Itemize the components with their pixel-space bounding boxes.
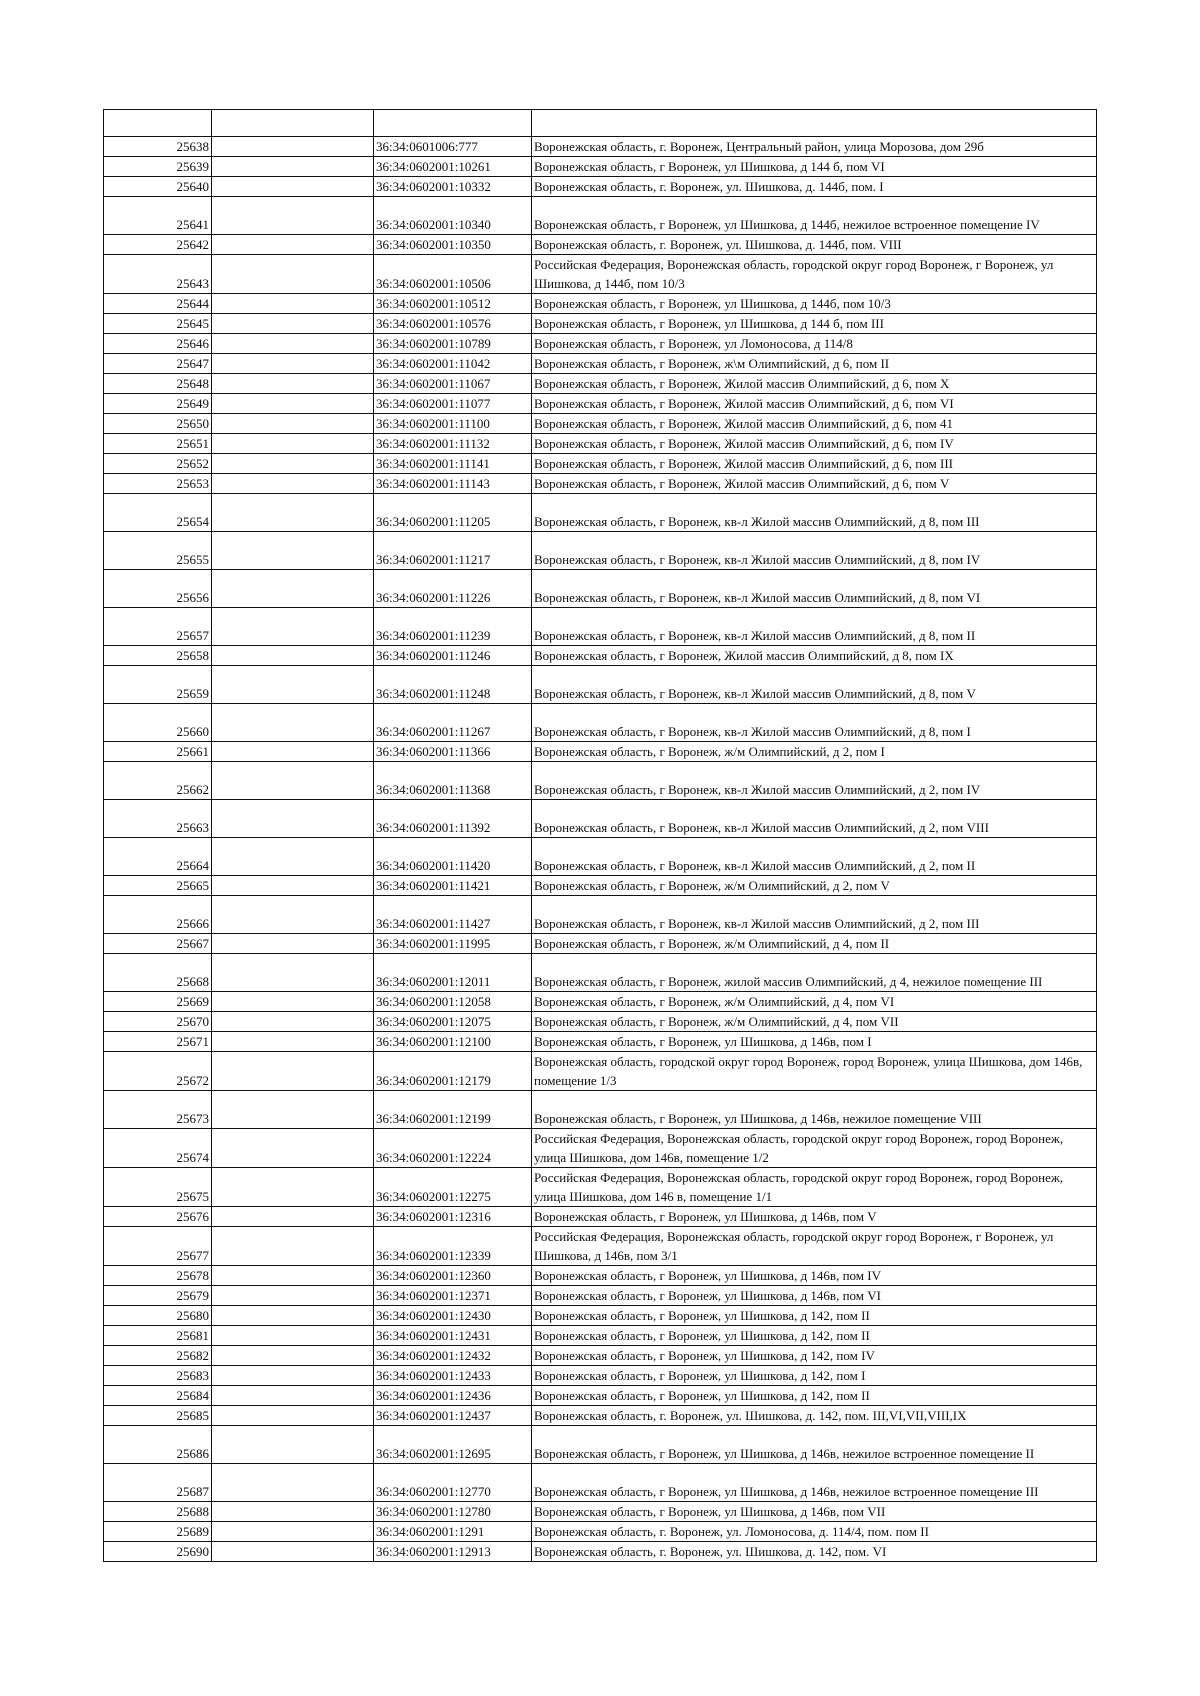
cadastral-number-cell: 36:34:0602001:11366: [374, 742, 532, 762]
cadastral-number-cell: 36:34:0602001:11143: [374, 474, 532, 494]
empty-cell: [212, 1129, 374, 1168]
cadastral-number-cell: 36:34:0602001:10350: [374, 235, 532, 255]
address-cell: Воронежская область, г Воронеж, ул Шишкова, д 142, пом I: [532, 1366, 1097, 1386]
address-cell: Воронежская область, г Воронеж, жилой массив Олимпийский, д 4, нежилое помещение III: [532, 954, 1097, 992]
empty-cell: [212, 434, 374, 454]
address-cell: Воронежская область, г Воронеж, ул Шишкова, д 144 б, пом III: [532, 314, 1097, 334]
address-cell: Воронежская область, г Воронеж, Жилой массив Олимпийский, д 6, пом IV: [532, 434, 1097, 454]
address-cell: Российская Федерация, Воронежская область, городской округ город Воронеж, город Воронеж, улица Шишкова, дом 146в, помещение 1/2: [532, 1129, 1097, 1168]
empty-cell: [212, 1522, 374, 1542]
table-row: [104, 1012, 1097, 1032]
empty-cell: [212, 1032, 374, 1052]
row-number-cell: 25639: [104, 157, 212, 177]
row-number-cell: 25642: [104, 235, 212, 255]
cadastral-number-cell: 36:34:0602001:11995: [374, 934, 532, 954]
row-number-cell: 25648: [104, 374, 212, 394]
row-number-cell: 25688: [104, 1502, 212, 1522]
empty-cell: [212, 1266, 374, 1286]
table-row: [104, 1502, 1097, 1522]
cadastral-number-cell: 36:34:0602001:12075: [374, 1012, 532, 1032]
address-cell: Воронежская область, г Воронеж, Жилой массив Олимпийский, д 8, пом IX: [532, 646, 1097, 666]
cadastral-number-cell: 36:34:0602001:10576: [374, 314, 532, 334]
address-cell: Воронежская область, г. Воронеж, ул. Шишкова, д. 142, пом. III,VI,VII,VIII,IX: [532, 1406, 1097, 1426]
table-row: [104, 177, 1097, 197]
table-row: [104, 197, 1097, 235]
table-row: [104, 434, 1097, 454]
cadastral-number-cell: 36:34:0602001:12224: [374, 1129, 532, 1168]
empty-cell: [212, 666, 374, 704]
row-number-cell: 25689: [104, 1522, 212, 1542]
row-number-cell: 25641: [104, 197, 212, 235]
address-cell: Воронежская область, г Воронеж, ул Шишкова, д 146в, пом VII: [532, 1502, 1097, 1522]
cadastral-number-cell: 36:34:0602001:11217: [374, 532, 532, 570]
table-row: [104, 800, 1097, 838]
row-number-cell: 25668: [104, 954, 212, 992]
table-row: [104, 1464, 1097, 1502]
row-number-cell: 25685: [104, 1406, 212, 1426]
cadastral-number-cell: 36:34:0602001:11368: [374, 762, 532, 800]
address-cell: Воронежская область, г. Воронеж, ул. Шишкова, д. 144б, пом. VIII: [532, 235, 1097, 255]
table-row: [104, 354, 1097, 374]
table-row: [104, 334, 1097, 354]
cadastral-number-cell: 36:34:0602001:11077: [374, 394, 532, 414]
table-row: [104, 1366, 1097, 1386]
cadastral-number-cell: 36:34:0602001:11267: [374, 704, 532, 742]
cadastral-number-cell: 36:34:0602001:10261: [374, 157, 532, 177]
empty-cell: [212, 646, 374, 666]
empty-cell: [212, 110, 374, 137]
row-number-cell: 25662: [104, 762, 212, 800]
cadastral-number-cell: 36:34:0602001:10332: [374, 177, 532, 197]
table-row: [104, 1542, 1097, 1562]
cadastral-number-cell: 36:34:0602001:12430: [374, 1306, 532, 1326]
cadastral-number-cell: 36:34:0602001:12058: [374, 992, 532, 1012]
cadastral-number-cell: 36:34:0602001:11226: [374, 570, 532, 608]
table-row: [104, 1129, 1097, 1168]
empty-cell: [212, 1168, 374, 1207]
table-row: [104, 454, 1097, 474]
cadastral-number-cell: 36:34:0602001:11392: [374, 800, 532, 838]
cadastral-number-cell: 36:34:0602001:12371: [374, 1286, 532, 1306]
table-row: [104, 532, 1097, 570]
empty-cell: [212, 1091, 374, 1129]
row-number-cell: 25652: [104, 454, 212, 474]
empty-cell: [212, 137, 374, 157]
row-number-cell: 25653: [104, 474, 212, 494]
row-number-cell: 25656: [104, 570, 212, 608]
cadastral-number-cell: 36:34:0602001:11420: [374, 838, 532, 876]
row-number-cell: 25683: [104, 1366, 212, 1386]
empty-cell: [212, 532, 374, 570]
row-number-cell: 25675: [104, 1168, 212, 1207]
address-cell: Воронежская область, г Воронеж, кв-л Жилой массив Олимпийский, д 8, пом VI: [532, 570, 1097, 608]
address-cell: Воронежская область, г Воронеж, кв-л Жилой массив Олимпийский, д 2, пом III: [532, 896, 1097, 934]
table-row: [104, 294, 1097, 314]
empty-cell: [212, 334, 374, 354]
empty-cell: [212, 1227, 374, 1266]
table-row: [104, 235, 1097, 255]
address-cell: Воронежская область, г Воронеж, ул Шишкова, д 142, пом II: [532, 1306, 1097, 1326]
empty-cell: [212, 1326, 374, 1346]
empty-cell: [212, 1542, 374, 1562]
table-row: [104, 896, 1097, 934]
table-row: [104, 1227, 1097, 1266]
table-row: [104, 314, 1097, 334]
table-row: [104, 137, 1097, 157]
row-number-cell: 25690: [104, 1542, 212, 1562]
cadastral-number-cell: 36:34:0602001:10340: [374, 197, 532, 235]
row-number-cell: 25676: [104, 1207, 212, 1227]
cadastral-number-cell: 36:34:0602001:11067: [374, 374, 532, 394]
row-number-cell: 25673: [104, 1091, 212, 1129]
row-number-cell: 25680: [104, 1306, 212, 1326]
table-row: [104, 570, 1097, 608]
empty-cell: [212, 1406, 374, 1426]
empty-cell: [212, 294, 374, 314]
empty-cell: [212, 1346, 374, 1366]
empty-cell: [212, 1286, 374, 1306]
table-row: [104, 876, 1097, 896]
cadastral-number-cell: 36:34:0602001:12437: [374, 1406, 532, 1426]
empty-cell: [212, 255, 374, 294]
empty-cell: [104, 110, 212, 137]
row-number-cell: 25687: [104, 1464, 212, 1502]
address-cell: Воронежская область, г. Воронеж, Центральный район, улица Морозова, дом 29б: [532, 137, 1097, 157]
row-number-cell: 25658: [104, 646, 212, 666]
table-row: [104, 494, 1097, 532]
address-cell: Российская Федерация, Воронежская область, городской округ город Воронеж, г Воронеж, ул Шишкова, д 144б, пом 10/3: [532, 255, 1097, 294]
row-number-cell: 25677: [104, 1227, 212, 1266]
address-cell: Воронежская область, г Воронеж, кв-л Жилой массив Олимпийский, д 8, пом V: [532, 666, 1097, 704]
row-number-cell: 25674: [104, 1129, 212, 1168]
address-cell: Воронежская область, г Воронеж, ул Шишкова, д 146в, пом VI: [532, 1286, 1097, 1306]
cadastral-number-cell: 36:34:0602001:12770: [374, 1464, 532, 1502]
empty-cell: [212, 704, 374, 742]
row-number-cell: 25646: [104, 334, 212, 354]
table-row: [104, 1306, 1097, 1326]
address-cell: Воронежская область, г Воронеж, ул Шишкова, д 146в, нежилое помещение VIII: [532, 1091, 1097, 1129]
cadastral-number-cell: 36:34:0602001:12780: [374, 1502, 532, 1522]
address-cell: Воронежская область, г Воронеж, ул Шишкова, д 144 б, пом VI: [532, 157, 1097, 177]
row-number-cell: 25664: [104, 838, 212, 876]
table-row: [104, 157, 1097, 177]
empty-cell: [212, 762, 374, 800]
cadastral-number-cell: 36:34:0602001:1291: [374, 1522, 532, 1542]
cadastral-number-cell: 36:34:0602001:11100: [374, 414, 532, 434]
empty-cell: [212, 896, 374, 934]
empty-cell: [212, 1502, 374, 1522]
row-number-cell: 25684: [104, 1386, 212, 1406]
cadastral-number-cell: 36:34:0602001:12431: [374, 1326, 532, 1346]
table-row: [104, 1032, 1097, 1052]
table-row: [104, 255, 1097, 294]
table-row: [104, 762, 1097, 800]
empty-cell: [212, 235, 374, 255]
cadastral-number-cell: 36:34:0602001:12695: [374, 1426, 532, 1464]
row-number-cell: 25655: [104, 532, 212, 570]
table-row: [104, 1522, 1097, 1542]
empty-cell: [212, 876, 374, 896]
table-row: [104, 704, 1097, 742]
empty-cell: [212, 570, 374, 608]
table-row: [104, 1207, 1097, 1227]
row-number-cell: 25670: [104, 1012, 212, 1032]
empty-cell: [212, 1464, 374, 1502]
address-cell: Воронежская область, г Воронеж, ж/м Олимпийский, д 4, пом VII: [532, 1012, 1097, 1032]
empty-cell: [212, 934, 374, 954]
cadastral-number-cell: 36:34:0602001:12011: [374, 954, 532, 992]
empty-cell: [212, 474, 374, 494]
cadastral-number-cell: 36:34:0602001:12433: [374, 1366, 532, 1386]
cadastral-number-cell: 36:34:0602001:11132: [374, 434, 532, 454]
row-number-cell: 25682: [104, 1346, 212, 1366]
empty-cell: [212, 454, 374, 474]
registry-table: [103, 109, 1097, 1562]
row-number-cell: 25681: [104, 1326, 212, 1346]
address-cell: Воронежская область, г. Воронеж, ул. Ломоносова, д. 114/4, пом. пом II: [532, 1522, 1097, 1542]
empty-cell: [212, 1306, 374, 1326]
address-cell: Воронежская область, г Воронеж, ул Шишкова, д 146в, пом I: [532, 1032, 1097, 1052]
address-cell: Воронежская область, г Воронеж, ж\м Олимпийский, д 6, пом II: [532, 354, 1097, 374]
address-cell: Воронежская область, г Воронеж, Жилой массив Олимпийский, д 6, пом X: [532, 374, 1097, 394]
address-cell: Воронежская область, г Воронеж, ул Шишкова, д 144б, пом 10/3: [532, 294, 1097, 314]
cadastral-number-cell: 36:34:0602001:11205: [374, 494, 532, 532]
row-number-cell: 25647: [104, 354, 212, 374]
empty-cell: [212, 1207, 374, 1227]
empty-cell: [212, 354, 374, 374]
empty-cell: [212, 157, 374, 177]
cadastral-number-cell: 36:34:0602001:11248: [374, 666, 532, 704]
table-row: [104, 1346, 1097, 1366]
empty-cell: [212, 494, 374, 532]
table-row: [104, 992, 1097, 1012]
cadastral-number-cell: 36:34:0602001:11246: [374, 646, 532, 666]
table-row: [104, 1326, 1097, 1346]
address-cell: Воронежская область, г Воронеж, кв-л Жилой массив Олимпийский, д 8, пом II: [532, 608, 1097, 646]
table-row: [104, 1406, 1097, 1426]
table-row: [104, 1052, 1097, 1091]
empty-cell: [212, 608, 374, 646]
cadastral-number-cell: 36:34:0602001:10789: [374, 334, 532, 354]
empty-cell: [212, 954, 374, 992]
address-cell: Воронежская область, г Воронеж, ул Шишкова, д 142, пом II: [532, 1326, 1097, 1346]
cadastral-number-cell: 36:34:0602001:12432: [374, 1346, 532, 1366]
cadastral-number-cell: 36:34:0602001:12360: [374, 1266, 532, 1286]
table-row: [104, 1266, 1097, 1286]
address-cell: Воронежская область, г Воронеж, ул Шишкова, д 146в, нежилое встроенное помещение III: [532, 1464, 1097, 1502]
empty-cell: [212, 992, 374, 1012]
table-row: [104, 1426, 1097, 1464]
row-number-cell: 25678: [104, 1266, 212, 1286]
address-cell: Российская Федерация, Воронежская область, городской округ город Воронеж, город Воронеж, улица Шишкова, дом 146 в, помещение 1/1: [532, 1168, 1097, 1207]
table-row: [104, 666, 1097, 704]
address-cell: Воронежская область, г Воронеж, ул Шишкова, д 146в, пом V: [532, 1207, 1097, 1227]
address-cell: Воронежская область, г Воронеж, кв-л Жилой массив Олимпийский, д 8, пом I: [532, 704, 1097, 742]
row-number-cell: 25645: [104, 314, 212, 334]
table-row: [104, 608, 1097, 646]
empty-cell: [212, 414, 374, 434]
table-row: [104, 1168, 1097, 1207]
empty-cell: [212, 314, 374, 334]
cadastral-number-cell: 36:34:0602001:11042: [374, 354, 532, 374]
row-number-cell: 25665: [104, 876, 212, 896]
table-row: [104, 394, 1097, 414]
table-row: [104, 742, 1097, 762]
row-number-cell: 25667: [104, 934, 212, 954]
empty-cell: [212, 177, 374, 197]
address-cell: Воронежская область, г Воронеж, ж/м Олимпийский, д 4, пом VI: [532, 992, 1097, 1012]
row-number-cell: 25640: [104, 177, 212, 197]
row-number-cell: 25686: [104, 1426, 212, 1464]
address-cell: Воронежская область, г Воронеж, кв-л Жилой массив Олимпийский, д 2, пом IV: [532, 762, 1097, 800]
table-row: [104, 374, 1097, 394]
address-cell: Воронежская область, г Воронеж, кв-л Жилой массив Олимпийский, д 8, пом III: [532, 494, 1097, 532]
address-cell: Воронежская область, г Воронеж, Жилой массив Олимпийский, д 6, пом V: [532, 474, 1097, 494]
empty-cell: [212, 1012, 374, 1032]
empty-cell: [212, 800, 374, 838]
empty-cell: [532, 110, 1097, 137]
empty-cell: [212, 1052, 374, 1091]
cadastral-number-cell: 36:34:0602001:12199: [374, 1091, 532, 1129]
cadastral-number-cell: 36:34:0602001:12275: [374, 1168, 532, 1207]
cadastral-number-cell: 36:34:0602001:12100: [374, 1032, 532, 1052]
row-number-cell: 25672: [104, 1052, 212, 1091]
address-cell: Воронежская область, г Воронеж, ул Шишкова, д 146в, пом IV: [532, 1266, 1097, 1286]
address-cell: Российская Федерация, Воронежская область, городской округ город Воронеж, г Воронеж, ул Шишкова, д 146в, пом 3/1: [532, 1227, 1097, 1266]
address-cell: Воронежская область, г Воронеж, ул Шишкова, д 146в, нежилое встроенное помещение II: [532, 1426, 1097, 1464]
empty-cell: [212, 374, 374, 394]
address-cell: Воронежская область, г Воронеж, ул Ломоносова, д 114/8: [532, 334, 1097, 354]
table-row: [104, 646, 1097, 666]
registry-rows: [104, 110, 1097, 1562]
row-number-cell: 25657: [104, 608, 212, 646]
address-cell: Воронежская область, г Воронеж, ул Шишкова, д 144б, нежилое встроенное помещение IV: [532, 197, 1097, 235]
table-row: [104, 838, 1097, 876]
address-cell: Воронежская область, г Воронеж, кв-л Жилой массив Олимпийский, д 2, пом II: [532, 838, 1097, 876]
cadastral-number-cell: 36:34:0602001:12436: [374, 1386, 532, 1406]
cadastral-number-cell: 36:34:0601006:777: [374, 137, 532, 157]
cadastral-number-cell: 36:34:0602001:10512: [374, 294, 532, 314]
cadastral-number-cell: 36:34:0602001:11141: [374, 454, 532, 474]
row-number-cell: 25654: [104, 494, 212, 532]
cadastral-number-cell: 36:34:0602001:12179: [374, 1052, 532, 1091]
address-cell: Воронежская область, г. Воронеж, ул. Шишкова, д. 144б, пом. I: [532, 177, 1097, 197]
cadastral-number-cell: 36:34:0602001:11427: [374, 896, 532, 934]
address-cell: Воронежская область, г. Воронеж, ул. Шишкова, д. 142, пом. VI: [532, 1542, 1097, 1562]
table-row: [104, 1386, 1097, 1406]
row-number-cell: 25650: [104, 414, 212, 434]
row-number-cell: 25659: [104, 666, 212, 704]
table-top-row: [104, 110, 1097, 137]
row-number-cell: 25643: [104, 255, 212, 294]
cadastral-number-cell: 36:34:0602001:12913: [374, 1542, 532, 1562]
empty-cell: [212, 1386, 374, 1406]
row-number-cell: 25669: [104, 992, 212, 1012]
row-number-cell: 25651: [104, 434, 212, 454]
row-number-cell: 25679: [104, 1286, 212, 1306]
row-number-cell: 25649: [104, 394, 212, 414]
row-number-cell: 25638: [104, 137, 212, 157]
table-row: [104, 474, 1097, 494]
cadastral-number-cell: 36:34:0602001:12316: [374, 1207, 532, 1227]
table-row: [104, 414, 1097, 434]
address-cell: Воронежская область, г Воронеж, кв-л Жилой массив Олимпийский, д 2, пом VIII: [532, 800, 1097, 838]
address-cell: Воронежская область, г Воронеж, ж/м Олимпийский, д 2, пом I: [532, 742, 1097, 762]
row-number-cell: 25666: [104, 896, 212, 934]
empty-cell: [212, 838, 374, 876]
empty-cell: [212, 1426, 374, 1464]
row-number-cell: 25660: [104, 704, 212, 742]
address-cell: Воронежская область, городской округ город Воронеж, город Воронеж, улица Шишкова, дом 146в, помещение 1/3: [532, 1052, 1097, 1091]
empty-cell: [212, 742, 374, 762]
table-row: [104, 954, 1097, 992]
empty-cell: [212, 197, 374, 235]
address-cell: Воронежская область, г Воронеж, ж/м Олимпийский, д 2, пом V: [532, 876, 1097, 896]
address-cell: Воронежская область, г Воронеж, ул Шишкова, д 142, пом II: [532, 1386, 1097, 1406]
table-row: [104, 934, 1097, 954]
cadastral-number-cell: 36:34:0602001:11239: [374, 608, 532, 646]
cadastral-number-cell: 36:34:0602001:12339: [374, 1227, 532, 1266]
table-row: [104, 1091, 1097, 1129]
empty-cell: [212, 394, 374, 414]
row-number-cell: 25661: [104, 742, 212, 762]
address-cell: Воронежская область, г Воронеж, Жилой массив Олимпийский, д 6, пом 41: [532, 414, 1097, 434]
address-cell: Воронежская область, г Воронеж, ул Шишкова, д 142, пом IV: [532, 1346, 1097, 1366]
empty-cell: [212, 1366, 374, 1386]
table-row: [104, 1286, 1097, 1306]
row-number-cell: 25644: [104, 294, 212, 314]
address-cell: Воронежская область, г Воронеж, Жилой массив Олимпийский, д 6, пом VI: [532, 394, 1097, 414]
empty-cell: [374, 110, 532, 137]
row-number-cell: 25671: [104, 1032, 212, 1052]
address-cell: Воронежская область, г Воронеж, кв-л Жилой массив Олимпийский, д 8, пом IV: [532, 532, 1097, 570]
cadastral-number-cell: 36:34:0602001:11421: [374, 876, 532, 896]
address-cell: Воронежская область, г Воронеж, ж/м Олимпийский, д 4, пом II: [532, 934, 1097, 954]
address-cell: Воронежская область, г Воронеж, Жилой массив Олимпийский, д 6, пом III: [532, 454, 1097, 474]
row-number-cell: 25663: [104, 800, 212, 838]
cadastral-number-cell: 36:34:0602001:10506: [374, 255, 532, 294]
